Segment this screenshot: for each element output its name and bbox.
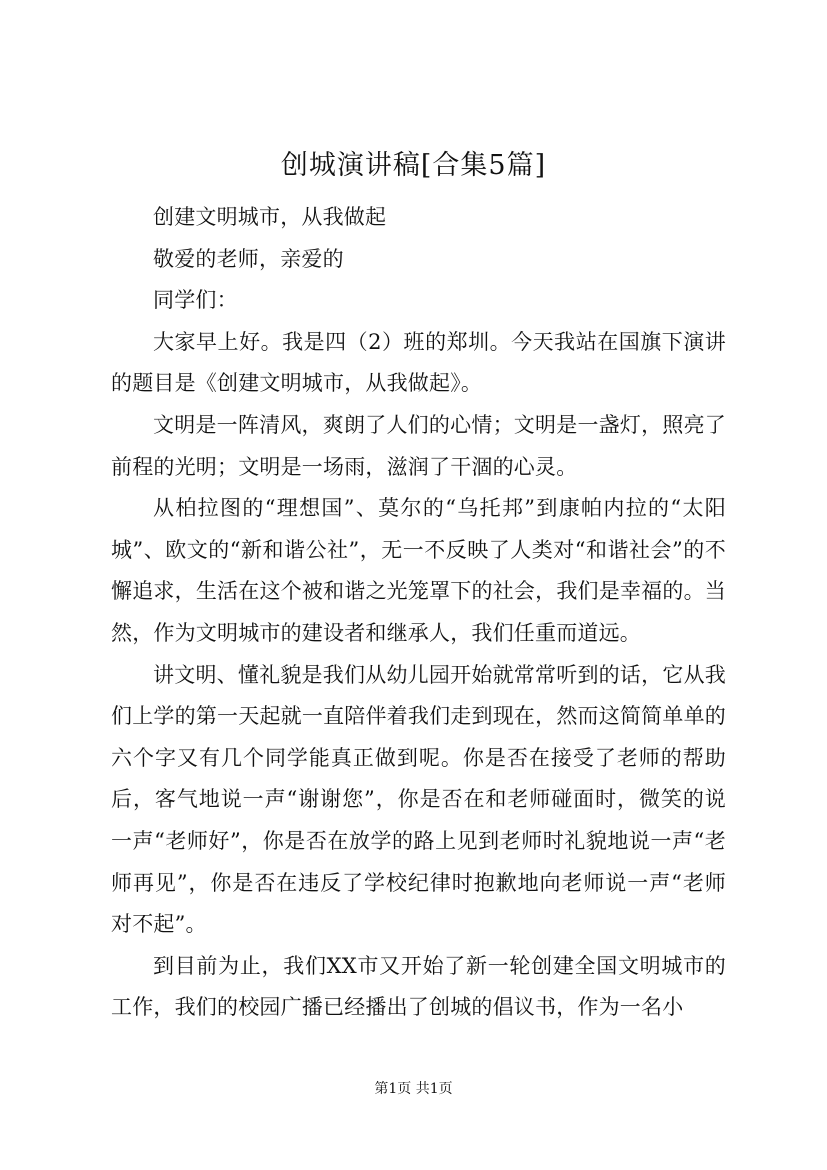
paragraph-salutation-2: 同学们： bbox=[153, 288, 238, 313]
paragraph-intro: 大家早上好。我是四（2）班的郑圳。今天我站在国旗下演讲的题目是《创建文明城市，从我做起》。 bbox=[111, 329, 726, 396]
document-title: 创城演讲稿[合集5篇] bbox=[280, 150, 547, 181]
paragraph-salutation: 敬爱的老师，亲爱的 bbox=[153, 246, 344, 271]
paragraph-campaign: 到目前为止，我们XX市又开始了新一轮创建全国文明城市的工作，我们的校园广播已经播出了创城的倡议书，作为一名小 bbox=[111, 953, 726, 1020]
paragraph-civility: 文明是一阵清风，爽朗了人们的心情；文明是一盏灯，照亮了前程的光明；文明是一场雨，滋润了干涸的心灵。 bbox=[111, 412, 726, 479]
paragraph-history: 从柏拉图的“理想国”、莫尔的“乌托邦”到康帕内拉的“太阳城”、欧文的“新和谐公社”，无一不反映了人类对“和谐社会”的不懈追求，生活在这个被和谐之光笼罩下的社会，我们是幸福的。当然，作为文明城市的建设者和继承人，我们任重而道远。 bbox=[111, 496, 726, 645]
paragraph-subtitle: 创建文明城市，从我做起 bbox=[153, 205, 387, 229]
paragraph-manners: 讲文明、懂礼貌是我们从幼儿园开始就常常听到的话，它从我们上学的第一天起就一直陪伴着我们走到现在，然而这简简单单的六个字又有几个同学能真正做到呢。你是否在接受了老师的帮助后，客气地说一声“谢谢您”，你是否在和老师碰面时，微笑的说一声“老师好”，你是否在放学的路上见到老师时礼貌地说一声“老师再见”，你是否在违反了学校纪律时抱歉地向老师说一声“老师对不起”。 bbox=[111, 662, 726, 937]
page-footer: 第1页 共1页 bbox=[374, 1081, 453, 1097]
document-body bbox=[111, 197, 726, 1029]
